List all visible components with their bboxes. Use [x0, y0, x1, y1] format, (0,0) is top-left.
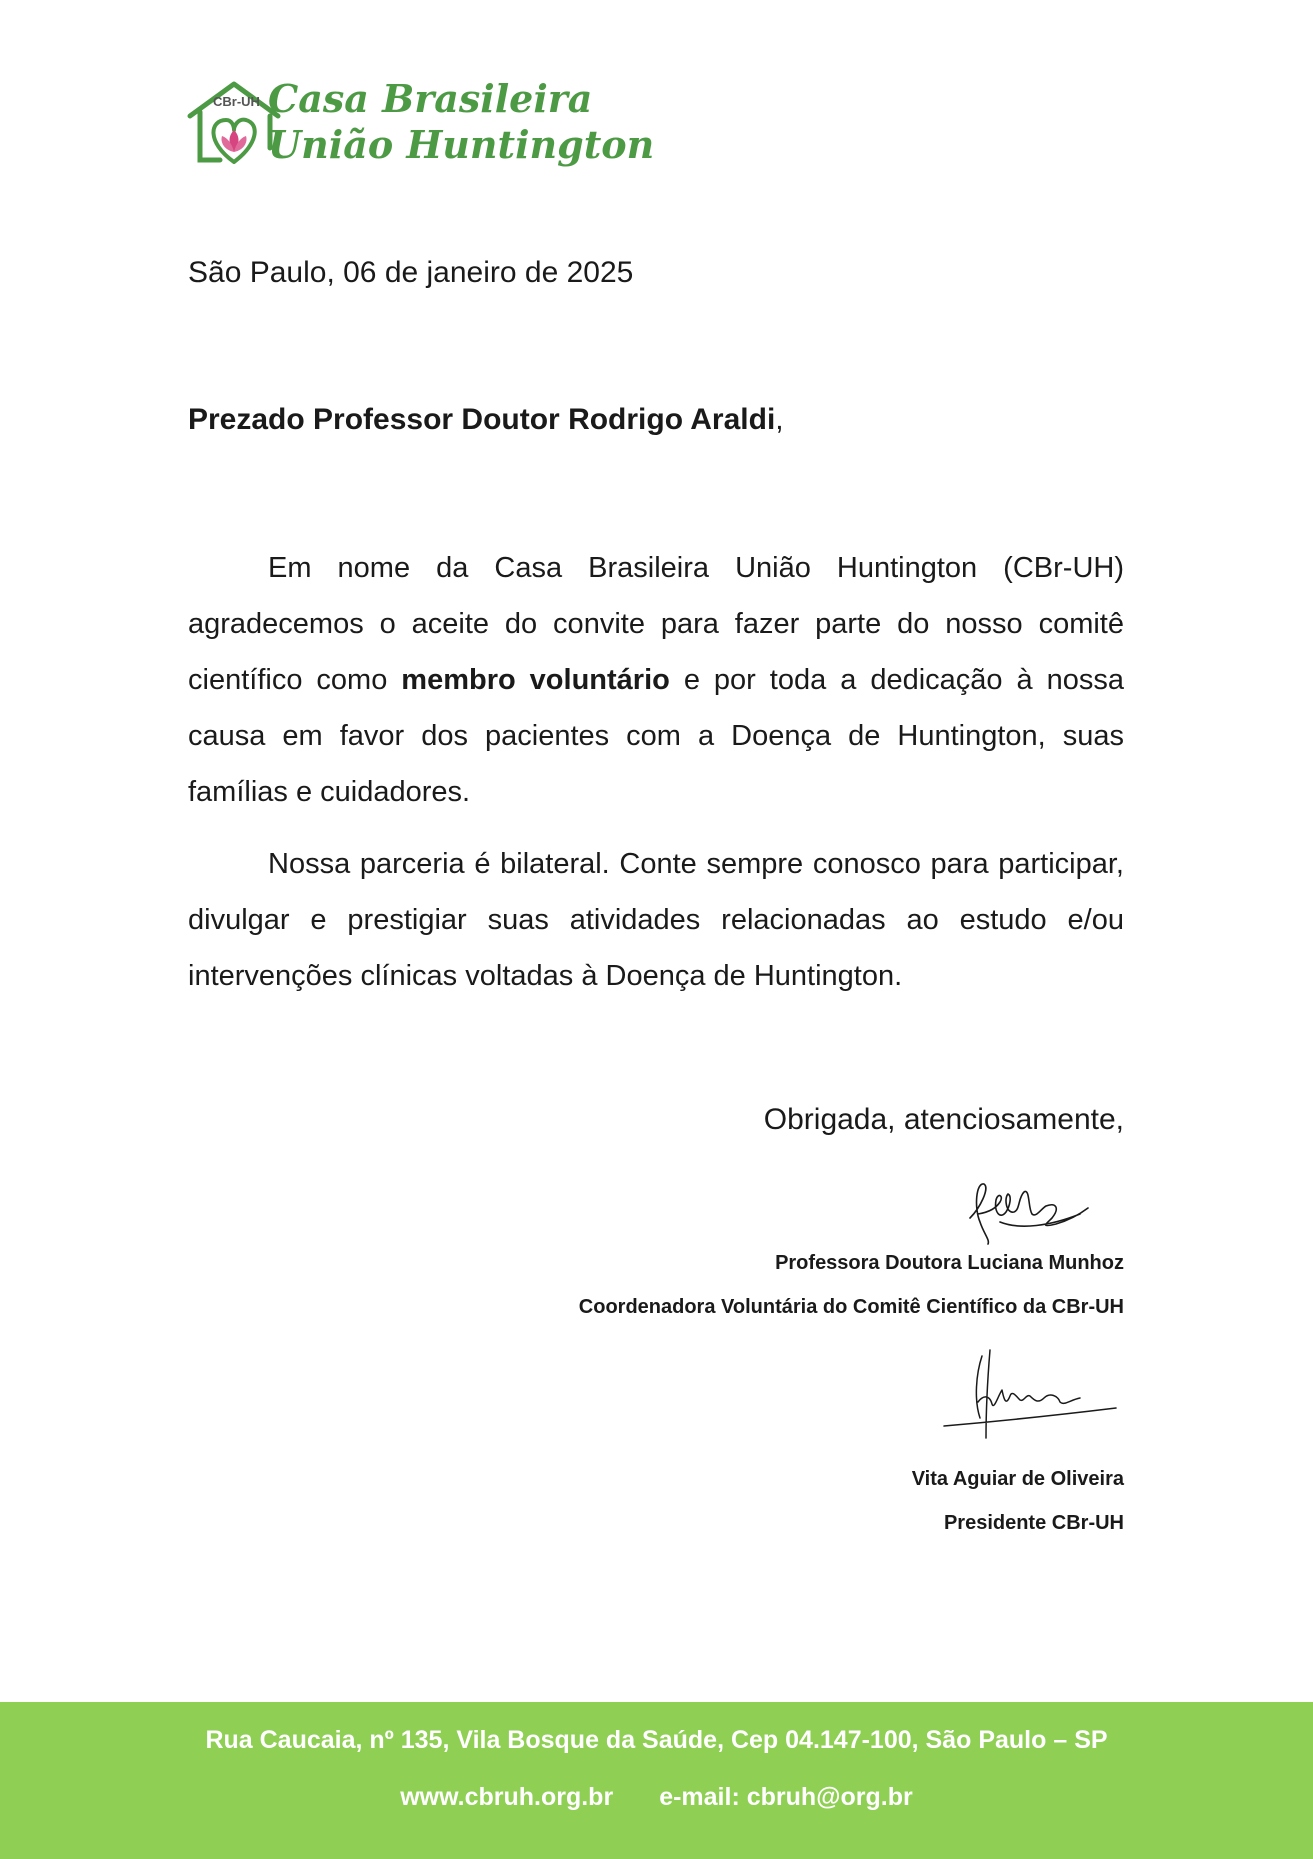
signature-luciana-munhoz: [960, 1178, 1100, 1248]
logo: [186, 74, 655, 174]
salutation-punct: ,: [775, 403, 784, 436]
paragraph-1: [188, 540, 1124, 820]
signer-1-name: Professora Doutora Luciana Munhoz: [775, 1252, 1124, 1274]
footer-band: [0, 1702, 1313, 1859]
paragraph-2: Nossa parceria é bilateral. Conte sempre conosco para participar, divulgar e prestigiar suas atividades relacionadas ao estudo e/ou intervenções clínicas voltadas à Doença de Huntington.: [188, 848, 1124, 992]
footer-website: www.cbruh.org.br: [400, 1783, 614, 1811]
paragraph-1-bold: membro voluntário: [401, 664, 670, 696]
footer-address: Rua Caucaia, nº 135, Vila Bosque da Saúde, Cep 04.147-100, São Paulo – SP: [205, 1726, 1108, 1754]
salutation-name: Prezado Professor Doutor Rodrigo Araldi: [188, 403, 776, 436]
paragraph-1-before: Em nome da Casa Brasileira União Huntington (CBr-UH) agradecemos o aceite do convite para fazer parte do nosso comitê científico como: [188, 552, 1124, 696]
salutation: [188, 403, 784, 437]
logo-name-line1: Casa Brasileira: [268, 76, 593, 121]
logo-name-line2: União Huntington: [268, 122, 655, 167]
signature-vita-oliveira: [940, 1344, 1120, 1448]
lotus-flower-icon: [222, 130, 247, 152]
logo-abbreviation: CBr-UH: [213, 94, 260, 109]
signer-1-role: Coordenadora Voluntária do Comitê Científico da CBr-UH: [578, 1296, 1124, 1318]
signer-2-name: Vita Aguiar de Oliveira: [911, 1468, 1124, 1490]
footer-email: e-mail: cbruh@org.br: [659, 1783, 913, 1811]
signer-2-role: Presidente CBr-UH: [943, 1512, 1124, 1534]
letter-body: [188, 540, 1124, 1004]
footer-contacts: [0, 1783, 1313, 1812]
closing: Obrigada, atenciosamente,: [763, 1103, 1124, 1136]
paragraph-1-after: e por toda a dedicação à nossa causa em favor dos pacientes com a Doença de Huntington, suas famílias e cuidadores.: [188, 664, 1124, 808]
letter-date: São Paulo, 06 de janeiro de 2025: [188, 256, 634, 289]
